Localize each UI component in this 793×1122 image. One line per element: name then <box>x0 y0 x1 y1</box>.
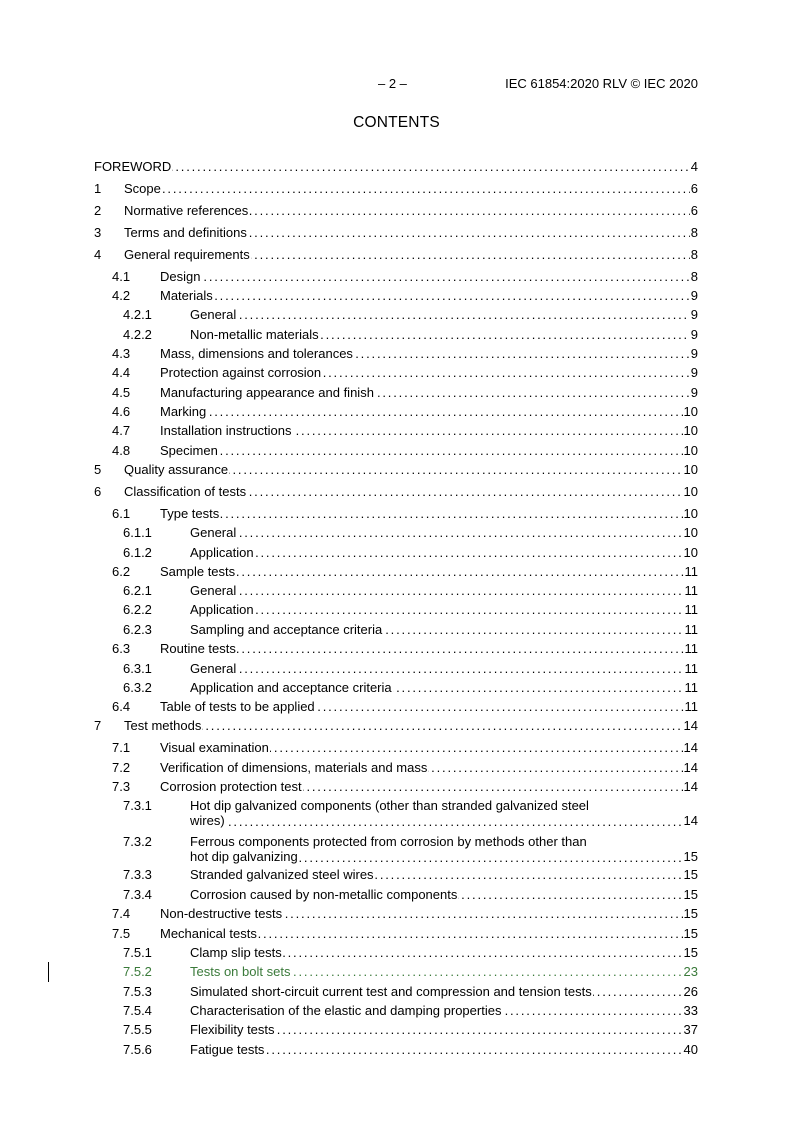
toc-entry-title <box>160 423 698 438</box>
toc-entry-number: 4.3 <box>112 346 131 361</box>
toc-entry-number: 6.1 <box>112 506 131 521</box>
toc-entry-number: 4.2.1 <box>123 307 152 322</box>
toc-entry-title <box>190 545 698 560</box>
toc-entry-title <box>190 798 698 830</box>
contents-title: CONTENTS <box>353 114 440 131</box>
toc-entry-number: 6 <box>94 484 102 499</box>
toc-entry-page: 14 <box>683 779 698 794</box>
toc-entry-number: 4.2 <box>112 288 131 303</box>
toc-entry-number: 4.5 <box>112 385 131 400</box>
toc-entry-label: Installation instructions <box>160 423 292 438</box>
toc-entry-title <box>160 385 698 400</box>
toc-entry-number: 4.6 <box>112 404 131 419</box>
toc-entry-page: 10 <box>683 462 698 477</box>
toc-entry-label: General <box>190 307 237 322</box>
toc-entry-page: 15 <box>683 849 698 864</box>
toc-entry-number: 4.1 <box>112 269 131 284</box>
toc-entry-page: 9 <box>690 327 698 342</box>
toc-entry-label: Corrosion caused by non-metallic components <box>190 887 458 902</box>
toc-entry-page: 11 <box>684 699 698 714</box>
toc-entry-page: 9 <box>690 307 698 322</box>
toc-entry-label: Hot dip galvanized components (other than stranded galvanized steel <box>190 798 589 813</box>
toc-entry-label: Specimen <box>160 443 218 458</box>
toc-entry-number: 6.2 <box>112 564 131 579</box>
toc-entry-page: 11 <box>684 564 698 579</box>
toc-entry-page: 23 <box>683 964 698 979</box>
toc-entry-title <box>160 365 698 380</box>
toc-entry-label: Sample tests <box>160 564 236 579</box>
toc-entry-number: 7.5.6 <box>123 1042 152 1057</box>
toc-entry-title <box>160 699 698 714</box>
toc-entry-number: 1 <box>94 181 102 196</box>
toc-entry-page: 14 <box>683 760 698 775</box>
toc-entry-page: 14 <box>683 718 698 733</box>
toc-entry-page: 40 <box>683 1042 698 1057</box>
toc-entry-page: 8 <box>690 269 698 284</box>
toc-entry-page: 10 <box>683 484 698 499</box>
toc-entry-page: 9 <box>690 346 698 361</box>
toc-entry-label: Verification of dimensions, materials and mass <box>160 760 428 775</box>
toc-entry-page: 14 <box>683 813 698 828</box>
toc-entry-page: 9 <box>690 365 698 380</box>
toc-entry-label: General <box>190 583 237 598</box>
toc-entry-title <box>190 661 698 676</box>
toc-entry-number: 7.5.3 <box>123 984 152 999</box>
toc-entry-page: 37 <box>683 1022 698 1037</box>
toc-entry-title <box>160 926 698 941</box>
toc-entry-title <box>190 680 698 695</box>
toc-entry-number: 7.3.2 <box>123 834 152 849</box>
toc-entry-label: Visual examination <box>160 740 269 755</box>
toc-entry-title <box>94 159 698 174</box>
toc-entry-title <box>124 718 698 733</box>
toc-entry-number: 6.3 <box>112 641 131 656</box>
toc-entry-page: 9 <box>690 385 698 400</box>
toc-entry-title <box>190 984 698 999</box>
toc-entry-label-continued: wires) <box>190 813 225 828</box>
toc-entry-title <box>190 307 698 322</box>
toc-entry-title <box>124 203 698 218</box>
toc-entry-title <box>190 945 698 960</box>
toc-entry-page: 8 <box>690 247 698 262</box>
toc-entry-title <box>124 484 698 499</box>
toc-entry-page: 11 <box>684 602 698 617</box>
toc-entry-number: 7.3.1 <box>123 798 152 813</box>
toc-entry-number: 2 <box>94 203 102 218</box>
toc-entry-page: 10 <box>683 506 698 521</box>
toc-entry-title <box>160 404 698 419</box>
toc-entry-page: 11 <box>684 622 698 637</box>
toc-entry-number: 6.2.2 <box>123 602 152 617</box>
toc-entry-page: 15 <box>683 867 698 882</box>
toc-entry-label: Application and acceptance criteria <box>190 680 392 695</box>
toc-entry-number: 7.1 <box>112 740 131 755</box>
toc-entry-label: Tests on bolt sets <box>190 964 291 979</box>
toc-entry-page: 6 <box>690 181 698 196</box>
toc-entry-page: 11 <box>684 661 698 676</box>
toc-entry-label: Marking <box>160 404 207 419</box>
toc-entry-label: Flexibility tests <box>190 1022 275 1037</box>
toc-entry-title <box>190 1003 698 1018</box>
toc-entry-title <box>160 506 698 521</box>
toc-entry-label: Characterisation of the elastic and damping properties <box>190 1003 502 1018</box>
toc-entry-page: 4 <box>690 159 698 174</box>
toc-entry-number: 3 <box>94 225 102 240</box>
toc-entry-label-continued: hot dip galvanizing <box>190 849 298 864</box>
toc-entry-page: 14 <box>683 740 698 755</box>
toc-entry-title <box>160 906 698 921</box>
toc-entry-title <box>124 462 698 477</box>
toc-entry-title <box>160 740 698 755</box>
toc-entry-page: 26 <box>683 984 698 999</box>
toc-entry-title <box>124 181 698 196</box>
toc-entry-label: General <box>190 525 237 540</box>
toc-entry-number: 7.5.2 <box>123 964 152 979</box>
toc-entry-title <box>160 564 698 579</box>
toc-entry-label: General <box>190 661 237 676</box>
toc-entry-number: 6.2.3 <box>123 622 152 637</box>
toc-entry-title <box>190 867 698 882</box>
toc-entry-number: 7.5.5 <box>123 1022 152 1037</box>
toc-entry-number: 7.2 <box>112 760 131 775</box>
toc-entry-title <box>124 247 698 262</box>
toc-entry-page: 15 <box>683 887 698 902</box>
toc-entry-page: 10 <box>683 525 698 540</box>
toc-entry-label: Terms and definitions <box>124 225 247 240</box>
page-number: – 2 – <box>378 76 407 91</box>
toc-entry-label: Non-metallic materials <box>190 327 319 342</box>
toc-entry-number: 7.3.3 <box>123 867 152 882</box>
toc-entry-label: Materials <box>160 288 213 303</box>
toc-entry-number: 5 <box>94 462 102 477</box>
toc-entry-label: Stranded galvanized steel wires <box>190 867 374 882</box>
toc-entry-label: Sampling and acceptance criteria <box>190 622 383 637</box>
toc-entry-number: 4.2.2 <box>123 327 152 342</box>
toc-entry-number: 7.3.4 <box>123 887 152 902</box>
toc-entry-page: 6 <box>690 203 698 218</box>
toc-entry-label: Mass, dimensions and tolerances <box>160 346 353 361</box>
toc-entry-title <box>190 964 698 979</box>
toc-entry-label: Normative references <box>124 203 249 218</box>
document-id: IEC 61854:2020 RLV © IEC 2020 <box>505 76 698 91</box>
toc-entry-title <box>160 779 698 794</box>
toc-entry-title <box>190 1042 698 1057</box>
toc-entry-number: 6.4 <box>112 699 131 714</box>
toc-entry-label: Application <box>190 602 254 617</box>
toc-entry-label: Mechanical tests <box>160 926 257 941</box>
toc-entry-page: 10 <box>683 443 698 458</box>
toc-entry-label: FOREWORD <box>94 159 172 174</box>
toc-entry-label: Fatigue tests <box>190 1042 265 1057</box>
toc-entry-page: 11 <box>684 680 698 695</box>
toc-entry-number: 6.1.2 <box>123 545 152 560</box>
toc-entry-title <box>160 443 698 458</box>
toc-entry-page: 10 <box>683 423 698 438</box>
toc-entry-number: 7.5.1 <box>123 945 152 960</box>
toc-entry-page: 10 <box>683 545 698 560</box>
toc-entry-title <box>190 887 698 902</box>
toc-entry-title <box>160 641 698 656</box>
toc-entry-title <box>190 525 698 540</box>
toc-entry-number: 6.2.1 <box>123 583 152 598</box>
toc-entry-page: 11 <box>684 641 698 656</box>
toc-entry-label: Test methods <box>124 718 202 733</box>
toc-entry-label: Quality assurance <box>124 462 229 477</box>
toc-entry-title <box>190 602 698 617</box>
toc-entry-title <box>190 622 698 637</box>
toc-entry-title <box>190 327 698 342</box>
toc-entry-label: Type tests <box>160 506 220 521</box>
toc-entry-title <box>190 583 698 598</box>
toc-entry-number: 7.4 <box>112 906 131 921</box>
toc-entry-label: Table of tests to be applied <box>160 699 315 714</box>
toc-entry-title <box>190 1022 698 1037</box>
toc-entry-label: Clamp slip tests <box>190 945 282 960</box>
toc-entry-number: 6.1.1 <box>123 525 152 540</box>
toc-entry-label: Design <box>160 269 201 284</box>
toc-entry-page: 8 <box>690 225 698 240</box>
toc-entry-number: 7.5 <box>112 926 131 941</box>
toc-entry-title <box>160 346 698 361</box>
toc-entry-number: 7 <box>94 718 102 733</box>
toc-entry-label: Routine tests <box>160 641 236 656</box>
toc-entry-page: 15 <box>683 906 698 921</box>
toc-entry-title <box>160 288 698 303</box>
change-bar <box>48 962 49 982</box>
toc-entry-number: 4.4 <box>112 365 131 380</box>
toc-entry-number: 6.3.1 <box>123 661 152 676</box>
toc-entry-label: Non-destructive tests <box>160 906 283 921</box>
toc-entry-label: Application <box>190 545 254 560</box>
page-header <box>0 76 793 92</box>
toc-entry-title <box>190 834 698 866</box>
toc-entry-label: Protection against corrosion <box>160 365 322 380</box>
toc-entry-label: Scope <box>124 181 161 196</box>
toc-entry-page: 15 <box>683 945 698 960</box>
toc-entry-label: Simulated short-circuit current test and compression and tension tests <box>190 984 592 999</box>
toc-entry-title <box>160 760 698 775</box>
toc-entry-title <box>124 225 698 240</box>
toc-entry-number: 6.3.2 <box>123 680 152 695</box>
toc-entry-label: Manufacturing appearance and finish <box>160 385 374 400</box>
toc-entry-page: 11 <box>684 583 698 598</box>
toc-entry-label: Classification of tests <box>124 484 247 499</box>
toc-entry-number: 7.3 <box>112 779 131 794</box>
toc-entry-page: 9 <box>690 288 698 303</box>
toc-entry-number: 7.5.4 <box>123 1003 152 1018</box>
toc-entry-label: Ferrous components protected from corrosion by methods other than <box>190 834 587 849</box>
toc-entry-label: Corrosion protection test <box>160 779 302 794</box>
toc-entry-page: 10 <box>683 404 698 419</box>
toc-entry-number: 4.7 <box>112 423 131 438</box>
toc-entry-number: 4.8 <box>112 443 131 458</box>
toc-entry-page: 15 <box>683 926 698 941</box>
toc-entry-page: 33 <box>683 1003 698 1018</box>
toc-entry-label: General requirements <box>124 247 250 262</box>
toc-entry-title <box>160 269 698 284</box>
toc-entry-number: 4 <box>94 247 102 262</box>
